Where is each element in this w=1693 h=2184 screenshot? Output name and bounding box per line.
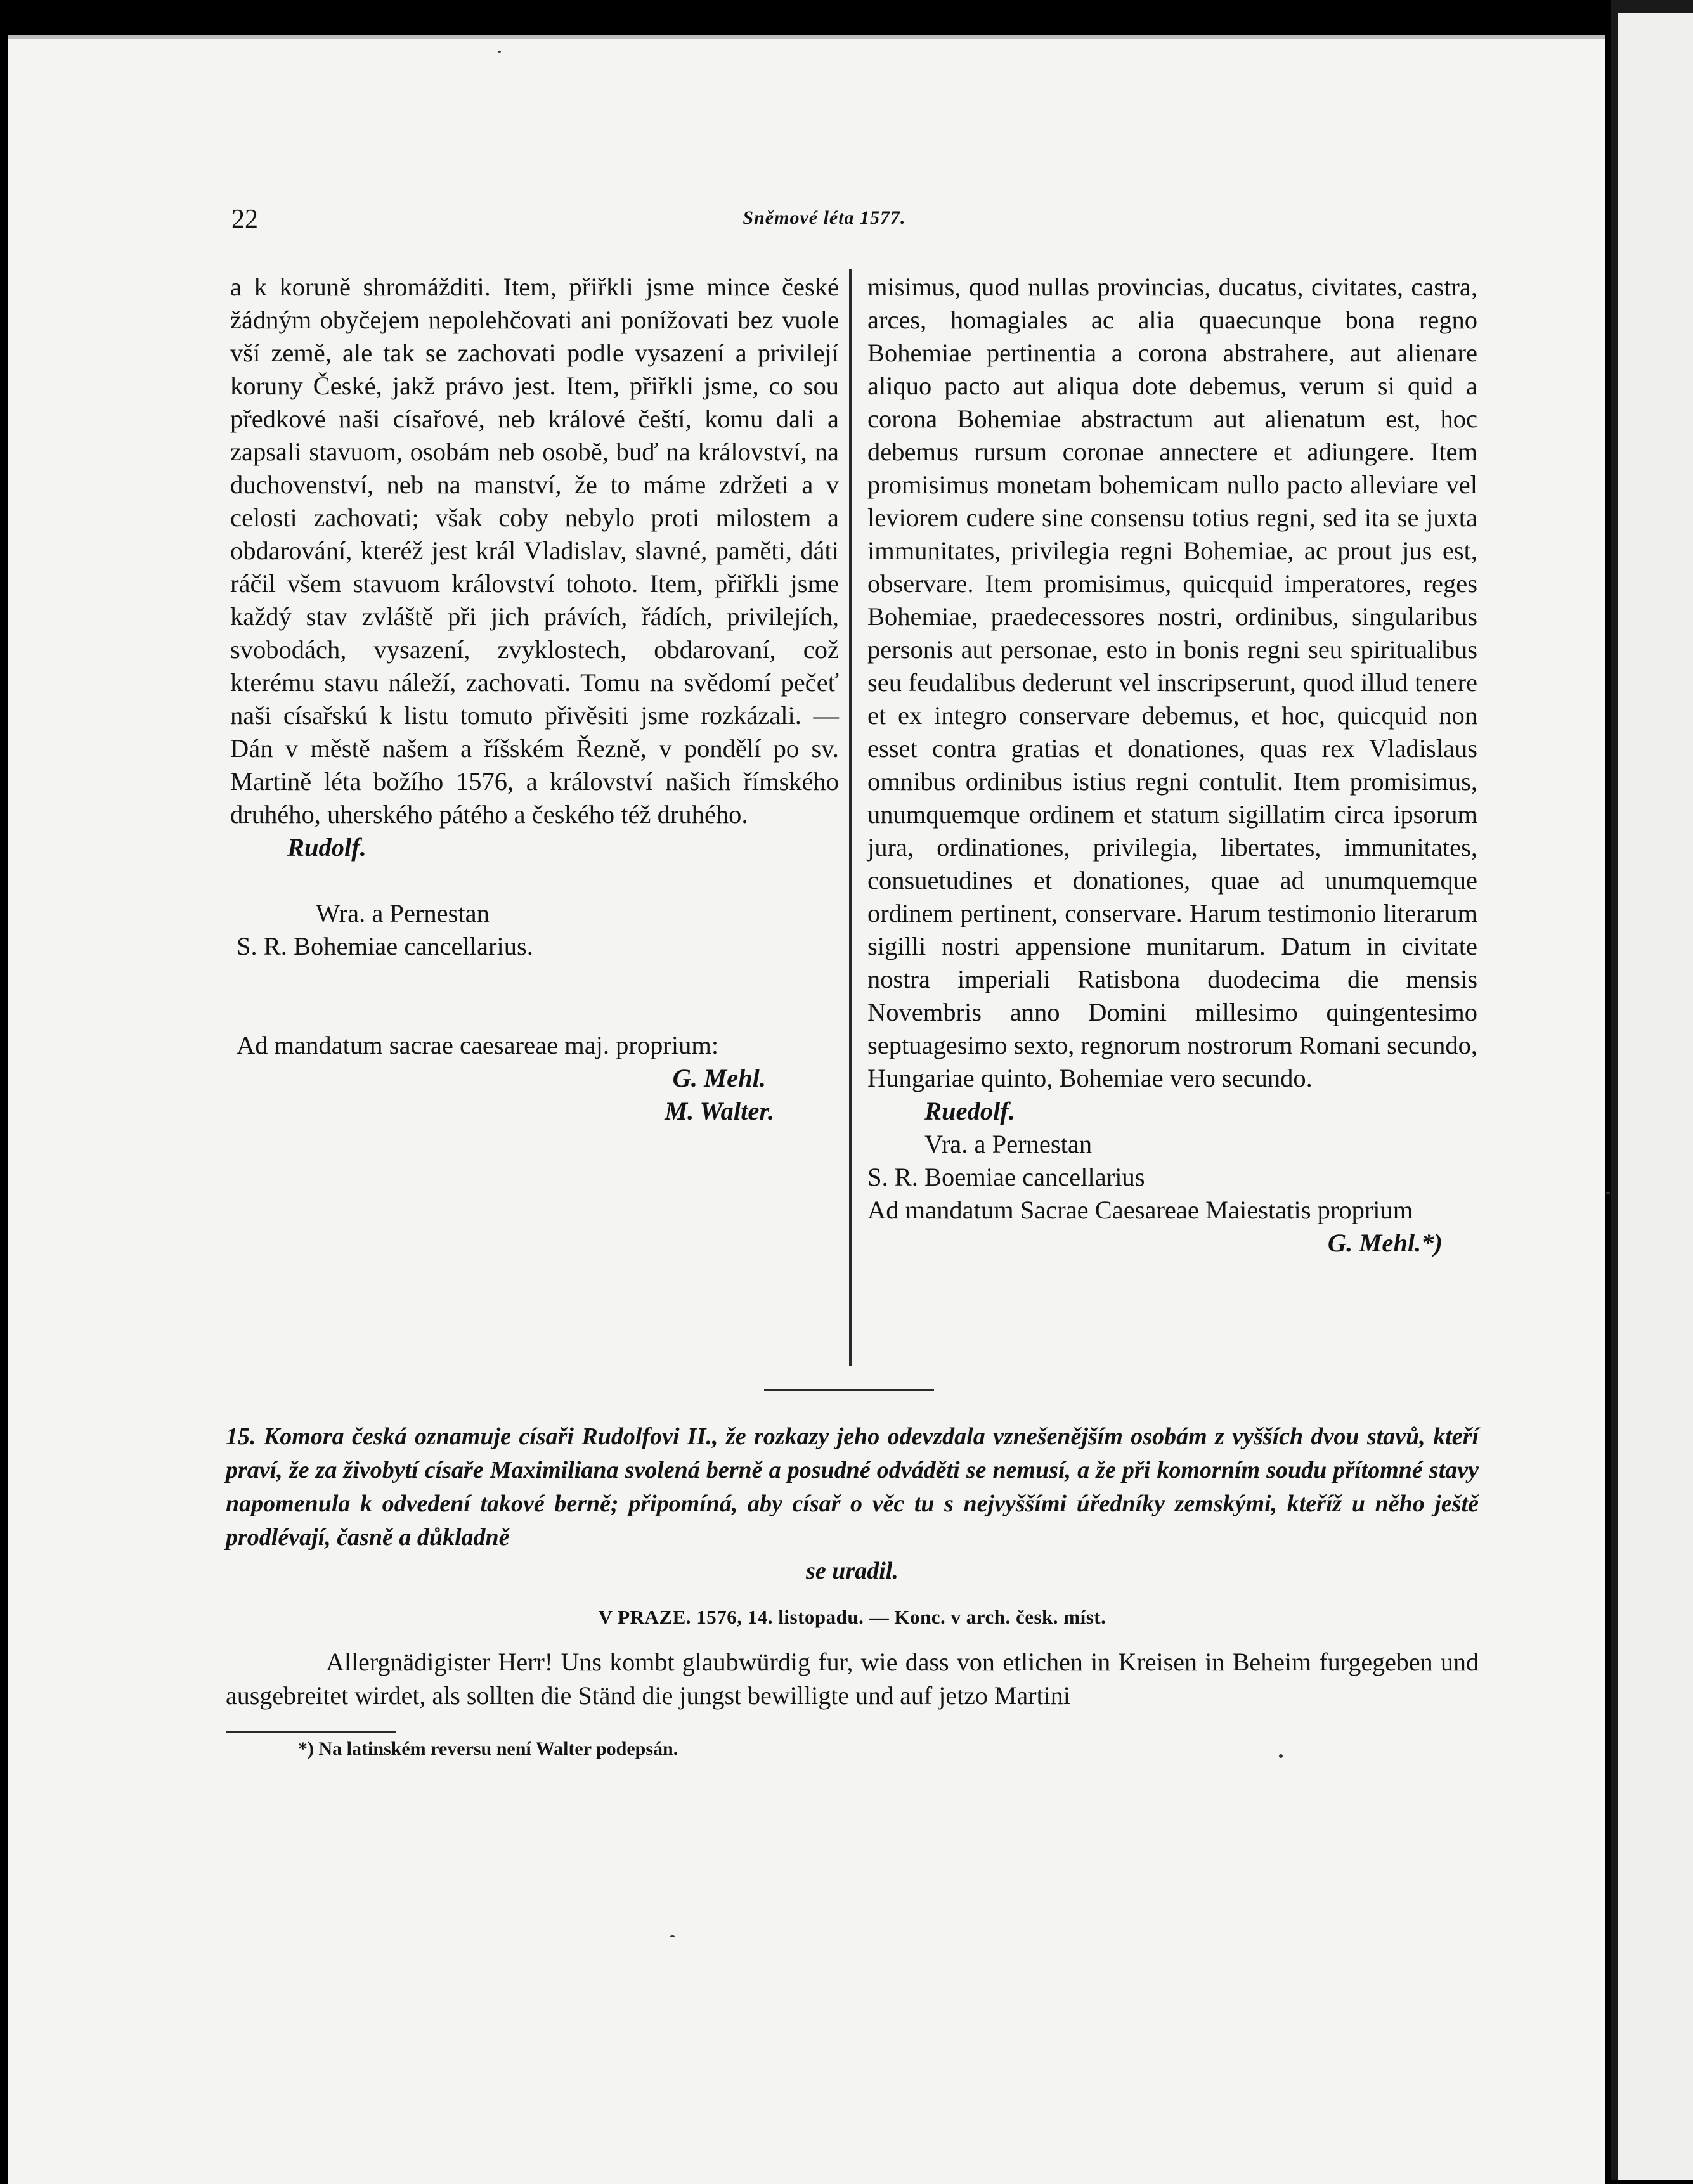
scan-speck [1606,1192,1610,1194]
mandate-line-latin: Ad mandatum Sacrae Caesareae Maiestatis proprium [867,1196,1413,1224]
letter-body: Allergnädigister Herr! Uns kombt glaubwürdig fur, wie dass von etlichen in Kreisen in Beheim furgegeben und ausgebreitet wirdet, als sollten die Ständ die jungst bewilligte und auf jetzo Martini [226,1648,1479,1710]
footnote: *) Na latinském reversu není Walter podepsán. [298,1738,678,1759]
scan-speck [498,51,501,53]
signature-mehl-latin: G. Mehl.*) [1327,1229,1443,1257]
right-column [867,271,1477,1260]
column-divider [849,269,852,1366]
dateline: V PRAZE. 1576, 14. listopadu. — Konc. v arch. česk. míst. [598,1606,1106,1628]
scan-speck [670,1935,675,1937]
regest-15 [226,1420,1479,1588]
signature-walter: M. Walter. [665,1097,774,1125]
spacer [230,864,839,897]
section-separator [764,1389,934,1391]
spacer [230,963,839,1029]
regest-text: 15. Komora česká oznamuje císaři Rudolfovi II., že rozkazy jeho odevzdala vznešenějším osobám z vyšších dvou stavů, kteří praví, že za živobytí císaře Maximiliana svolená berně a posudné odváděti se nemusí, a že při komorním soudu přítomné stavy napomenula k odvedení takové berně; připomíná, aby císař o věc tu s nejvyššími úředníky zemskými, kteříž u něho ještě prodlévají, časně a důkladně [226,1423,1479,1551]
running-head: Sněmové léta 1577. [743,207,906,228]
signature-mehl: G. Mehl. [672,1064,766,1092]
page-number: 22 [231,205,258,234]
czech-reverse-text: a k koruně shromážditi. Item, přiřkli jsme mince české žádným obyčejem nepolehčovati ani ponížovati bez vuole vší země, ale tak se zachovati podle vysazení a privilejí koruny České, jakž právo jest. Item, přiřkli jsme, co sou předkové naši císařové, neb králové čeští, komu dali a zapsali stavuom, osobám neb osobě, buď na království, na duchovenství, neb na manství, že to máme zdržeti a v celosti zachovati; však coby nebylo proti milostem a obdarování, kteréž jest král Vladislav, slavné, paměti, dáti ráčil všem stavuom království tohoto. Item, přiřkli jsme každý stav zvláště při jich právích, řádích, privilejích, svobodách, vysazení, zvyklostech, obdarovaní, což kterému stavu náleží, zachovati. Tomu na svědomí pečeť naši císařskú k listu tomuto přivěsiti jsme rozkázali. — Dán v městě našem a říšském Řezně, v pondělí po sv. Martině léta božího 1576, a království našich římského druhého, uherského pátého a českého též druhého. [230,273,839,829]
signature-rudolf: Rudolf. [287,833,366,862]
countersign-cancellarius-latin: S. R. Boemiae cancellarius [867,1163,1145,1191]
countersign-cancellarius: S. R. Bohemiae cancellarius. [237,932,533,960]
signature-ruedolf: Ruedolf. [924,1097,1015,1125]
countersign-pernestan: Wra. a Pernestan [316,899,490,927]
footnote-rule [226,1731,396,1733]
mandate-line: Ad mandatum sacrae caesareae maj. proprium: [237,1031,719,1059]
countersign-pernestan-latin: Vra. a Pernestan [924,1130,1093,1158]
regest-tail: se uradil. [806,1558,898,1584]
latin-reverse-text: misimus, quod nullas provincias, ducatus, civitates, castra, arces, homagiales ac alia quaecunque bona regno Bohemiae pertinentia a corona abstrahere, aut alienare aliquo pacto aut aliqua dote debemus, verum si quid a corona Bohemiae abstractum aut alienatum est, hoc debemus rursum coronae annectere et adiungere. Item promisimus monetam bohemicam nullo pacto alleviare vel leviorem cudere sine consensu totius regni, sed ita se juxta immunitates, privilegia regni Bohemiae, ac prout jus est, observare. Item promisimus, quicquid imperatores, reges Bohemiae, praedecessores nostri, ordinibus, singularibus personis aut personae, esto in bonis regni seu spiritualibus seu feudalibus dederunt vel inscripserunt, quod illud tenere et ex integro conservare debemus, et hoc, quicquid non esset contra gratias et donationes, quas rex Vladislaus omnibus ordinibus istius regni contulit. Item promisimus, unumquemque ordinem et statum sigillatim circa ipsorum jura, ordinationes, privilegia, libertates, immunitates, consuetudines et donationes, quae ad unumquemque ordinem pertinent, conservare. Harum testimonio literarum sigilli nostri appensione munitarum. Datum in civitate nostra imperiali Ratisbona duodecima die mensis Novembris anno Domini millesimo quingentesimo septuagesimo sexto, regnorum nostrorum Romani secundo, Hungariae quinto, Bohemiae vero secundo. [867,273,1477,1092]
left-column [230,271,839,1128]
scan-speck [1279,1754,1283,1758]
next-page-edge [1618,13,1693,2180]
